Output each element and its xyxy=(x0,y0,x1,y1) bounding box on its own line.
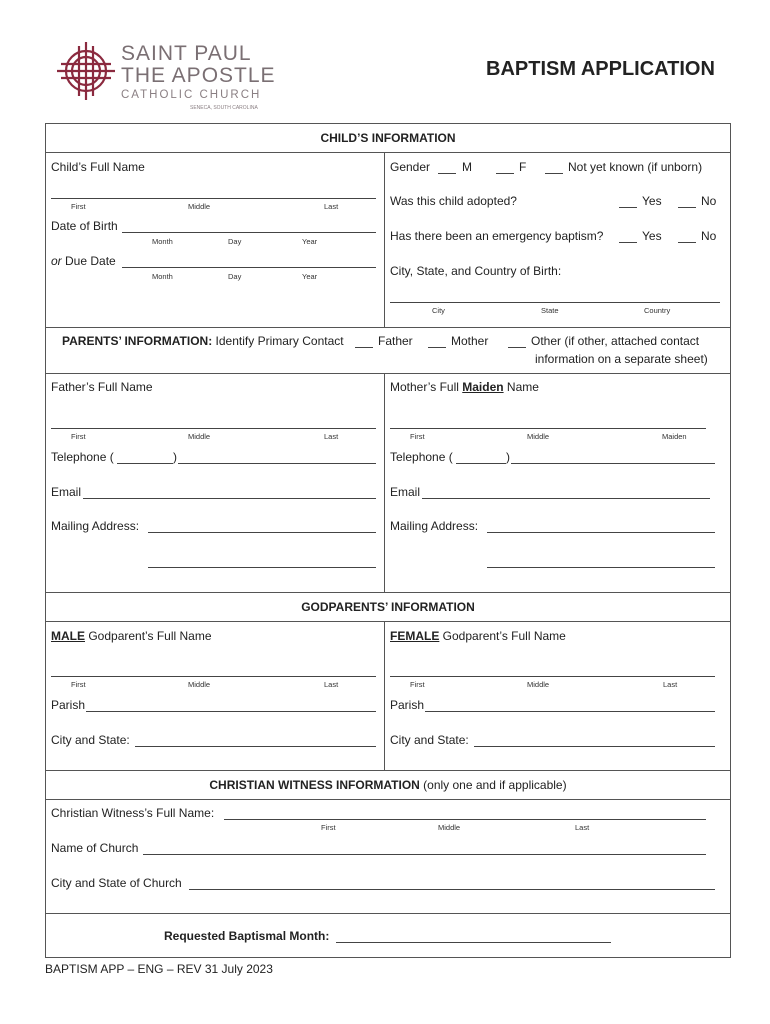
last-caption: Last xyxy=(575,823,590,832)
logo-line2: THE APOSTLE xyxy=(121,64,276,87)
emergency-no: No xyxy=(701,229,717,243)
month-caption: Month xyxy=(152,272,173,281)
father-email-field[interactable] xyxy=(83,498,376,499)
gender-m: M xyxy=(462,160,472,174)
male-parish-field[interactable] xyxy=(86,711,376,712)
logo-location: SENECA, SOUTH CAROLINA xyxy=(190,105,258,111)
cross-emblem-icon xyxy=(55,40,117,102)
adopted-no: No xyxy=(701,194,717,208)
primary-father-blank[interactable] xyxy=(355,347,373,348)
divider xyxy=(45,373,731,374)
column-divider xyxy=(384,621,385,770)
mother-label-a: Mother’s Full xyxy=(390,380,463,394)
logo-line3: CATHOLIC CHURCH xyxy=(121,89,262,101)
child-name-label: Child’s Full Name xyxy=(51,160,145,174)
mother-email-field[interactable] xyxy=(422,498,710,499)
gender-f-blank[interactable] xyxy=(496,173,514,174)
mother-mailing-field-2[interactable] xyxy=(487,567,715,568)
witness-header-bold: CHRISTIAN WITNESS INFORMATION xyxy=(209,778,420,792)
male-city-state-field[interactable] xyxy=(135,746,376,747)
state-caption: State xyxy=(541,306,559,315)
logo-line1: SAINT PAUL xyxy=(121,42,252,65)
city-caption: City xyxy=(432,306,445,315)
witness-section-header xyxy=(45,778,731,792)
church-city-field[interactable] xyxy=(189,889,715,890)
father-email-label: Email xyxy=(51,485,82,499)
father-telephone-label: Telephone ( xyxy=(51,450,114,464)
primary-mother-blank[interactable] xyxy=(428,347,446,348)
last-caption: Last xyxy=(324,202,339,211)
emergency-yes-blank[interactable] xyxy=(619,242,637,243)
father-telephone-paren: ) xyxy=(173,450,177,464)
divider xyxy=(45,913,731,914)
last-caption: Last xyxy=(663,680,678,689)
mother-area-code-field[interactable] xyxy=(456,463,506,464)
last-caption: Last xyxy=(324,432,339,441)
column-divider xyxy=(384,373,385,592)
due-label-text: Due Date xyxy=(61,254,116,268)
first-caption: First xyxy=(71,432,86,441)
primary-other: Other (if other, attached contact xyxy=(531,334,700,348)
male-city-state-label: City and State: xyxy=(51,733,130,747)
father-name-label: Father’s Full Name xyxy=(51,380,153,394)
female-city-state-label: City and State: xyxy=(390,733,469,747)
birthplace-label: City, State, and Country of Birth: xyxy=(390,264,562,278)
divider xyxy=(45,799,731,800)
male-godparent-name-field[interactable] xyxy=(51,676,376,677)
mother-mailing-field[interactable] xyxy=(487,532,715,533)
gender-m-blank[interactable] xyxy=(438,173,456,174)
maiden-caption: Maiden xyxy=(662,432,687,441)
mother-mailing-label: Mailing Address: xyxy=(390,519,479,533)
emergency-no-blank[interactable] xyxy=(678,242,696,243)
emergency-yes: Yes xyxy=(642,229,662,243)
father-mailing-field-2[interactable] xyxy=(148,567,376,568)
primary-father: Father xyxy=(378,334,413,348)
dob-label: Date of Birth xyxy=(51,219,118,233)
mother-label-c: Name xyxy=(503,380,539,394)
female-label: FEMALE xyxy=(390,629,440,643)
divider xyxy=(45,152,731,153)
male-parish-label: Parish xyxy=(51,698,86,712)
female-godparent-name-field[interactable] xyxy=(390,676,715,677)
dob-field[interactable] xyxy=(122,232,376,233)
last-caption: Last xyxy=(324,680,339,689)
father-area-code-field[interactable] xyxy=(117,463,173,464)
father-mailing-label: Mailing Address: xyxy=(51,519,140,533)
adopted-yes-blank[interactable] xyxy=(619,207,637,208)
first-caption: First xyxy=(71,680,86,689)
mother-name-field[interactable] xyxy=(390,428,706,429)
gender-unknown: Not yet known (if unborn) xyxy=(568,160,703,174)
first-caption: First xyxy=(410,680,425,689)
requested-month-label: Requested Baptismal Month: xyxy=(164,929,330,943)
page-title: BAPTISM APPLICATION xyxy=(486,58,715,80)
witness-header-rest: (only one and if applicable) xyxy=(419,778,567,792)
divider xyxy=(45,770,731,771)
mother-telephone-paren: ) xyxy=(506,450,510,464)
year-caption: Year xyxy=(302,272,318,281)
male-godparent-label xyxy=(51,629,212,643)
female-parish-label: Parish xyxy=(390,698,425,712)
mother-telephone-field[interactable] xyxy=(511,463,715,464)
witness-name-label: Christian Witness’s Full Name: xyxy=(51,806,215,820)
church-name-field[interactable] xyxy=(143,854,706,855)
primary-mother: Mother xyxy=(451,334,489,348)
divider xyxy=(45,327,731,328)
mother-name-label xyxy=(390,380,539,394)
mother-telephone-label: Telephone ( xyxy=(390,450,453,464)
adopted-no-blank[interactable] xyxy=(678,207,696,208)
male-label-rest: Godparent’s Full Name xyxy=(85,629,212,643)
middle-caption: Middle xyxy=(188,680,211,689)
middle-caption: Middle xyxy=(527,680,550,689)
parents-section-header xyxy=(62,334,344,348)
emergency-question: Has there been an emergency baptism? xyxy=(390,229,604,243)
day-caption: Day xyxy=(228,237,242,246)
primary-other-note: information on a separate sheet) xyxy=(535,352,708,366)
adopted-yes: Yes xyxy=(642,194,662,208)
parents-header-bold: PARENTS’ INFORMATION: xyxy=(62,334,213,348)
due-prefix: or xyxy=(51,254,62,268)
mother-label-maiden: Maiden xyxy=(462,380,504,394)
gender-f: F xyxy=(519,160,527,174)
divider xyxy=(45,592,731,593)
middle-caption: Middle xyxy=(527,432,550,441)
middle-caption: Middle xyxy=(188,202,211,211)
female-label-rest: Godparent’s Full Name xyxy=(439,629,566,643)
middle-caption: Middle xyxy=(438,823,461,832)
form-box xyxy=(45,123,731,958)
church-city-label: City and State of Church xyxy=(51,876,182,890)
father-mailing-field[interactable] xyxy=(148,532,376,533)
male-label: MALE xyxy=(51,629,85,643)
church-name-label: Name of Church xyxy=(51,841,139,855)
female-godparent-label xyxy=(390,629,566,643)
first-caption: First xyxy=(321,823,336,832)
primary-other-blank[interactable] xyxy=(508,347,526,348)
first-caption: First xyxy=(410,432,425,441)
child-section-header: CHILD’S INFORMATION xyxy=(320,131,456,145)
father-name-field[interactable] xyxy=(51,428,376,429)
column-divider xyxy=(384,152,385,327)
adopted-question: Was this child adopted? xyxy=(390,194,517,208)
gender-unknown-blank[interactable] xyxy=(545,173,563,174)
divider xyxy=(45,621,731,622)
witness-name-field[interactable] xyxy=(224,819,706,820)
due-date-label xyxy=(51,254,116,268)
child-name-field[interactable] xyxy=(51,198,376,199)
footer-revision: BAPTISM APP – ENG – REV 31 July 2023 xyxy=(45,962,273,976)
due-date-field[interactable] xyxy=(122,267,376,268)
gender-label: Gender xyxy=(390,160,431,174)
female-city-state-field[interactable] xyxy=(474,746,715,747)
father-telephone-field[interactable] xyxy=(178,463,376,464)
birthplace-field[interactable] xyxy=(390,302,720,303)
mother-email-label: Email xyxy=(390,485,421,499)
middle-caption: Middle xyxy=(188,432,211,441)
first-caption: First xyxy=(71,202,86,211)
female-parish-field[interactable] xyxy=(425,711,715,712)
year-caption: Year xyxy=(302,237,318,246)
church-logo xyxy=(55,40,276,115)
requested-month-field[interactable] xyxy=(336,942,611,943)
day-caption: Day xyxy=(228,272,242,281)
parents-header-rest: Identify Primary Contact xyxy=(212,334,344,348)
month-caption: Month xyxy=(152,237,173,246)
country-caption: Country xyxy=(644,306,671,315)
godparents-section-header: GODPARENTS’ INFORMATION xyxy=(301,600,475,614)
